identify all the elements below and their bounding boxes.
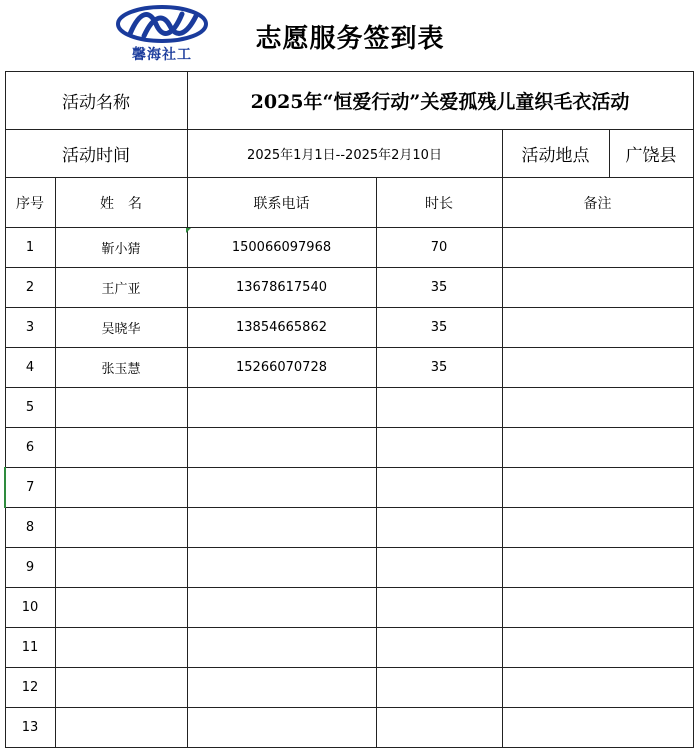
cell-phone[interactable] [187, 628, 376, 668]
cell-remark[interactable] [502, 308, 693, 348]
table-row [5, 468, 693, 508]
cell-remark[interactable] [502, 468, 693, 508]
activity-place-label: 活动地点 [502, 130, 609, 178]
cell-remark[interactable] [502, 228, 693, 268]
cell-duration[interactable]: 70 [376, 228, 502, 268]
cell-phone[interactable] [187, 588, 376, 628]
cell-duration[interactable] [376, 708, 502, 748]
cell-comment-marker-icon [186, 228, 191, 233]
table-row [5, 348, 693, 388]
cell-phone[interactable] [187, 668, 376, 708]
column-header-duration: 时长 [376, 178, 502, 228]
cell-duration[interactable]: 35 [376, 268, 502, 308]
organization-logo [116, 4, 208, 62]
table-row [5, 388, 693, 428]
cell-seq[interactable]: 1 [5, 228, 55, 268]
cell-phone[interactable] [187, 708, 376, 748]
table-row [5, 588, 693, 628]
column-header-phone: 联系电话 [187, 178, 376, 228]
table-row [5, 228, 693, 268]
cell-name[interactable] [55, 588, 187, 628]
cell-seq[interactable]: 2 [5, 268, 55, 308]
cell-phone[interactable]: 13854665862 [187, 308, 376, 348]
table-row [5, 428, 693, 468]
table-row [5, 308, 693, 348]
cell-duration[interactable]: 35 [376, 348, 502, 388]
logo-mark-icon [116, 4, 208, 46]
cell-remark[interactable] [502, 428, 693, 468]
cell-phone[interactable]: 13678617540 [187, 268, 376, 308]
cell-seq[interactable]: 10 [5, 588, 55, 628]
cell-duration[interactable] [376, 548, 502, 588]
cell-name[interactable] [55, 428, 187, 468]
activity-place-value[interactable]: 广饶县 [609, 130, 693, 178]
table-row [5, 668, 693, 708]
cell-remark[interactable] [502, 708, 693, 748]
cell-duration[interactable] [376, 668, 502, 708]
cell-phone[interactable] [187, 388, 376, 428]
cell-name[interactable] [55, 708, 187, 748]
logo-text: 馨海社工 [132, 47, 192, 63]
cell-duration[interactable] [376, 388, 502, 428]
table-row [5, 508, 693, 548]
cell-name[interactable] [55, 668, 187, 708]
sign-in-table [4, 71, 694, 748]
cell-duration[interactable] [376, 508, 502, 548]
page-title: 志愿服务签到表 [255, 24, 445, 54]
cell-name[interactable]: 吴晓华 [55, 308, 187, 348]
cell-name[interactable]: 张玉慧 [55, 348, 187, 388]
cell-name[interactable] [55, 508, 187, 548]
cell-seq[interactable]: 5 [5, 388, 55, 428]
cell-name[interactable] [55, 628, 187, 668]
cell-duration[interactable]: 35 [376, 308, 502, 348]
table-row [5, 548, 693, 588]
table-row [5, 708, 693, 748]
cell-phone[interactable] [187, 508, 376, 548]
cell-remark[interactable] [502, 268, 693, 308]
cell-phone[interactable] [187, 548, 376, 588]
cell-duration[interactable] [376, 588, 502, 628]
table-body [5, 228, 693, 748]
cell-seq[interactable]: 6 [5, 428, 55, 468]
table-row [5, 628, 693, 668]
cell-seq[interactable]: 4 [5, 348, 55, 388]
activity-name-row [5, 72, 693, 130]
cell-duration[interactable] [376, 428, 502, 468]
activity-time-row [5, 130, 693, 178]
cell-name[interactable] [55, 468, 187, 508]
cell-name[interactable]: 靳小猜 [55, 228, 187, 268]
column-header-row [5, 178, 693, 228]
cell-phone[interactable]: 15266070728 [187, 348, 376, 388]
table-row [5, 268, 693, 308]
cell-remark[interactable] [502, 668, 693, 708]
cell-seq[interactable]: 3 [5, 308, 55, 348]
cell-remark[interactable] [502, 628, 693, 668]
cell-remark[interactable] [502, 588, 693, 628]
cell-remark[interactable] [502, 348, 693, 388]
cell-seq[interactable]: 8 [5, 508, 55, 548]
cell-duration[interactable] [376, 468, 502, 508]
cell-seq[interactable]: 7 [5, 468, 55, 508]
column-header-seq: 序号 [5, 178, 55, 228]
cell-remark[interactable] [502, 388, 693, 428]
cell-name[interactable] [55, 388, 187, 428]
cell-phone[interactable] [187, 468, 376, 508]
cell-seq[interactable]: 11 [5, 628, 55, 668]
cell-seq[interactable]: 13 [5, 708, 55, 748]
cell-remark[interactable] [502, 548, 693, 588]
cell-phone[interactable] [187, 428, 376, 468]
column-header-name: 姓 名 [55, 178, 187, 228]
activity-name-label: 活动名称 [5, 72, 187, 130]
cell-remark[interactable] [502, 508, 693, 548]
sheet-header [0, 0, 696, 72]
cell-phone[interactable]: 150066097968 [187, 228, 376, 268]
cell-seq[interactable]: 12 [5, 668, 55, 708]
activity-time-value[interactable]: 2025年1月1日--2025年2月10日 [187, 130, 502, 178]
cell-name[interactable] [55, 548, 187, 588]
column-header-remark: 备注 [502, 178, 693, 228]
cell-seq[interactable]: 9 [5, 548, 55, 588]
cell-duration[interactable] [376, 628, 502, 668]
activity-time-label: 活动时间 [5, 130, 187, 178]
cell-name[interactable]: 王广亚 [55, 268, 187, 308]
activity-name-value[interactable]: 2025年“恒爱行动”关爱孤残儿童织毛衣活动 [187, 72, 693, 130]
